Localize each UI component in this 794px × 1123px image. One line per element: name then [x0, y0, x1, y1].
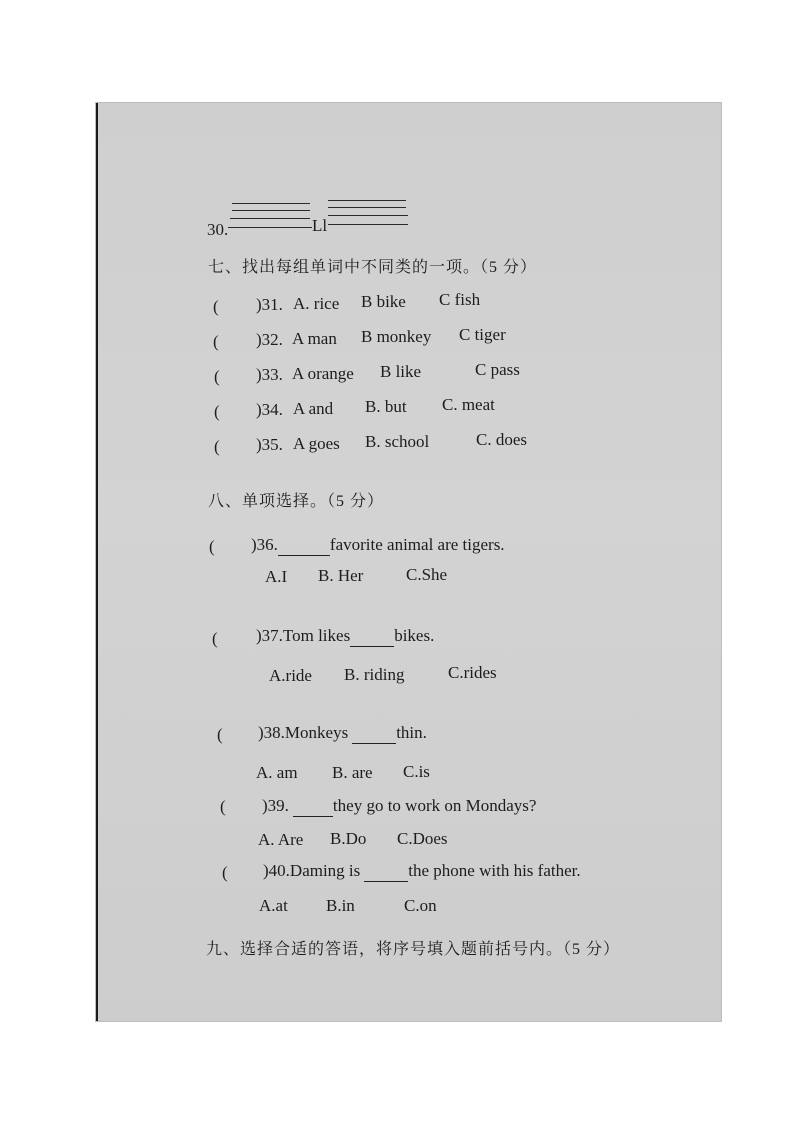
answer-bracket[interactable]: ( — [214, 367, 220, 386]
q37-option-b: B. riding — [344, 665, 405, 684]
q32-option-a: A man — [292, 329, 337, 348]
answer-bracket[interactable]: ( — [213, 297, 219, 316]
q34-option-c: C. meat — [442, 395, 495, 414]
answer-blank[interactable] — [293, 796, 333, 817]
q31-option-b: B bike — [361, 292, 406, 311]
section9-heading: 九、选择合适的答语，将序号填入题前括号内。（5 分） — [206, 941, 621, 958]
q38-text-end: thin. — [396, 723, 427, 742]
q35-number: )35. — [256, 435, 283, 454]
q38-text: )38.Monkeys — [258, 723, 349, 742]
answer-bracket[interactable]: ( — [217, 725, 223, 744]
q37-text: )37.Tom likes — [256, 626, 351, 645]
q33-option-c: C pass — [475, 360, 520, 379]
q35-option-c: C. does — [476, 430, 527, 449]
answer-blank[interactable] — [278, 535, 330, 556]
q36-option-b: B. Her — [318, 566, 364, 585]
section8-heading: 八、单项选择。（5 分） — [208, 493, 385, 510]
q39-text: they go to work on Mondays? — [332, 796, 537, 815]
q38-option-c: C.is — [403, 762, 430, 781]
q31-number: )31. — [256, 295, 283, 314]
q35-option-a: A goes — [293, 434, 340, 453]
q32-option-b: B monkey — [361, 327, 432, 346]
q32-option-c: C tiger — [459, 325, 506, 344]
q38-option-a: A. am — [256, 763, 298, 782]
q35-option-b: B. school — [365, 432, 430, 451]
q33-number: )33. — [256, 365, 283, 384]
q39-option-a: A. Are — [258, 830, 304, 849]
q37-text-end: bikes. — [394, 626, 435, 645]
q31-option-a: A. rice — [293, 294, 340, 313]
answer-bracket[interactable]: ( — [214, 437, 220, 456]
q31-option-c: C fish — [439, 290, 481, 309]
q40-option-b: B.in — [326, 896, 355, 915]
q36-option-c: C.She — [406, 565, 448, 584]
answer-bracket[interactable]: ( — [214, 402, 220, 421]
q32-number: )32. — [256, 330, 283, 349]
answer-bracket[interactable]: ( — [212, 629, 218, 648]
q33-option-a: A orange — [292, 364, 354, 383]
q40-option-a: A.at — [259, 896, 288, 915]
answer-blank[interactable] — [364, 861, 408, 882]
answer-bracket[interactable]: ( — [209, 537, 215, 556]
q38-option-b: B. are — [332, 763, 373, 782]
q39-number: )39. — [262, 796, 289, 815]
section7-heading: 七、找出每组单词中不同类的一项。（5 分） — [208, 259, 538, 276]
q40-option-c: C.on — [404, 896, 437, 915]
q30-number: 30. — [207, 220, 229, 239]
q39-question — [262, 796, 536, 817]
q39-option-c: C.Does — [397, 829, 448, 848]
q39-option-b: B.Do — [330, 829, 367, 848]
q40-text-end: the phone with his father. — [408, 861, 581, 880]
answer-bracket[interactable]: ( — [220, 797, 226, 816]
q34-option-b: B. but — [365, 397, 407, 416]
q36-number: )36. — [251, 535, 278, 554]
q37-option-a: A.ride — [269, 666, 312, 685]
q36-question — [251, 535, 505, 556]
q30-letters: Ll — [312, 216, 328, 235]
q40-question — [263, 861, 581, 882]
answer-blank[interactable] — [352, 723, 396, 744]
q36-option-a: A.I — [265, 567, 288, 586]
q34-number: )34. — [256, 400, 283, 419]
q37-question — [256, 626, 434, 647]
answer-bracket[interactable]: ( — [222, 863, 228, 882]
q38-question — [258, 723, 427, 744]
q33-option-b: B like — [380, 362, 422, 381]
answer-bracket[interactable]: ( — [213, 332, 219, 351]
q34-option-a: A and — [293, 399, 334, 418]
q37-option-c: C.rides — [448, 663, 497, 682]
answer-blank[interactable] — [350, 626, 394, 647]
q40-text: )40.Daming is — [263, 861, 361, 880]
q36-text: favorite animal are tigers. — [329, 535, 505, 554]
exam-paper — [96, 103, 721, 1021]
